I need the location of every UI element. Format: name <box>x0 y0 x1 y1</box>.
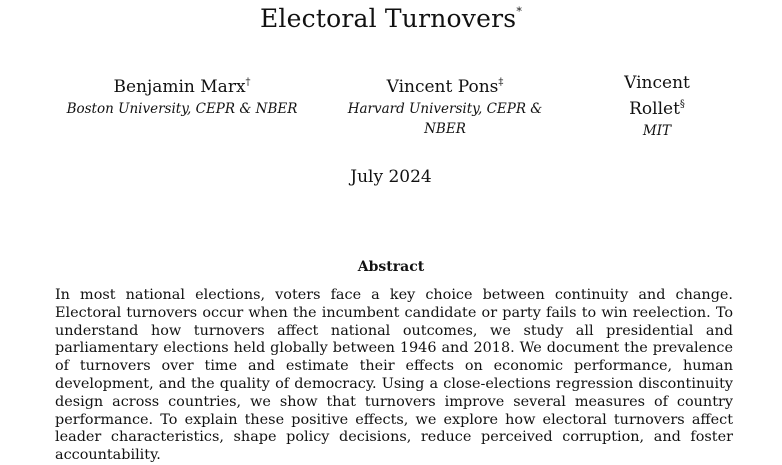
author-affiliation: MIT <box>642 123 672 139</box>
paper-title <box>0 4 782 33</box>
author-affiliation: Boston University, CEPR & NBER <box>66 101 298 117</box>
author-footnote-mark: § <box>679 99 685 110</box>
author-name-text: Vincent Pons <box>386 77 499 97</box>
author-name-text: Benjamin Marx <box>113 77 246 97</box>
author-block <box>595 72 719 141</box>
abstract-heading: Abstract <box>357 259 425 275</box>
paper-title-text: Electoral Turnovers <box>259 4 517 33</box>
publication-date: July 2024 <box>350 167 432 187</box>
author-footnote-mark: † <box>245 77 251 88</box>
author-name <box>325 72 565 98</box>
author-footnote-mark: ‡ <box>498 77 504 88</box>
author-name-text: Vincent Rollet <box>624 73 690 119</box>
author-name <box>595 72 719 120</box>
abstract-body: In most national elections, voters face a key choice between continuity and change. Electoral turnovers occur when the incumbent candidate or party fails to win reelection. To understand how turnovers affect national outcomes, we study all presidential and parliamentary elections held globally between 1946 and 2018. We document the prevalence of turnovers over time and estimate their effects on economic performance, human development, and the quality of democracy. Using a close-elections regression discontinuity design across countries, we show that turnovers improve several measures of country performance. To explain these positive effects, we explore how electoral turnovers affect leader characteristics, shape policy decisions, reduce perceived corruption, and foster accountability. <box>55 287 733 464</box>
author-block <box>325 72 565 139</box>
author-affiliation: Harvard University, CEPR & NBER <box>347 101 543 137</box>
author-name <box>66 72 298 98</box>
title-footnote-mark: * <box>516 5 523 18</box>
author-block <box>66 72 298 119</box>
